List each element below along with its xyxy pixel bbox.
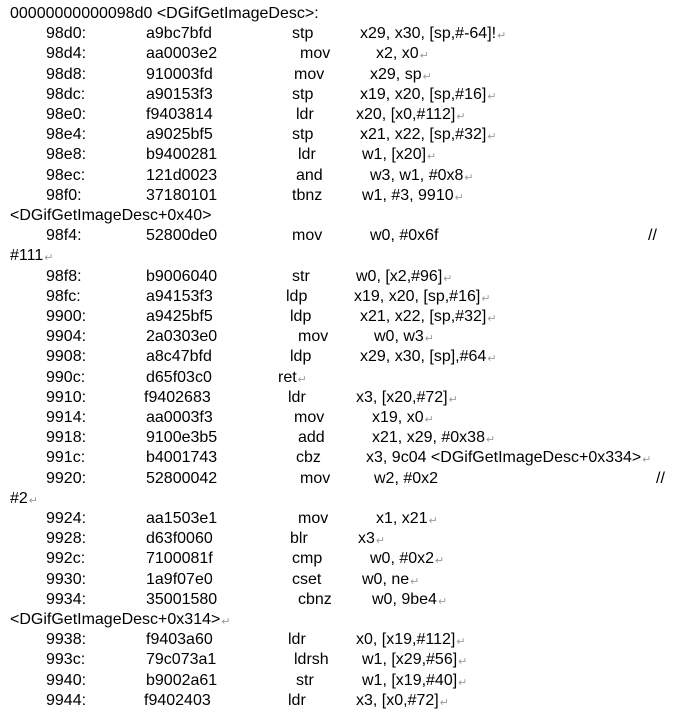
instruction-address: 9908:	[46, 348, 87, 366]
instruction-hex: 121d0023	[146, 166, 218, 184]
label-text: 00000000000098d0 <DGifGetImageDesc>:	[10, 5, 319, 22]
instruction-hex: f9402403	[144, 691, 211, 709]
paragraph-mark-icon: ↵	[419, 50, 429, 63]
instruction-address: 9924:	[46, 510, 87, 527]
instruction-hex: a9025bf5	[146, 126, 213, 144]
instruction-line	[0, 570, 700, 590]
paragraph-mark-icon: ↵	[427, 151, 437, 164]
paragraph-mark-icon: ↵	[487, 90, 497, 103]
instruction-mnemonic: stp	[292, 126, 314, 144]
instruction-hex: 7100081f	[146, 550, 213, 568]
instruction-line	[0, 347, 700, 367]
instruction-mnemonic: ldr	[288, 388, 306, 406]
instruction-hex: 37180101	[146, 186, 218, 204]
instruction-address: 991c:	[46, 449, 86, 467]
instruction-mnemonic: cbnz	[298, 590, 332, 608]
instruction-line	[0, 630, 700, 650]
instruction-hex: 52800de0	[146, 227, 218, 245]
instruction-operands: x21, x22, [sp,#32]↵	[360, 308, 497, 325]
instruction-operands: x3, 9c04 <DGifGetImageDesc+0x334>↵	[366, 449, 652, 467]
instruction-line	[0, 368, 700, 388]
instruction-mnemonic: ret↵	[278, 368, 307, 386]
instruction-mnemonic: ldp	[286, 287, 308, 305]
instruction-line	[0, 408, 700, 428]
instruction-mnemonic: ldp	[290, 348, 312, 366]
instruction-address: 98ec:	[46, 166, 86, 184]
instruction-hex: b9400281	[146, 146, 218, 164]
label-line	[0, 246, 700, 266]
instruction-mnemonic: ldr	[288, 691, 306, 709]
paragraph-mark-icon: ↵	[443, 272, 453, 285]
label-line	[0, 489, 700, 509]
instruction-operands: x2, x0↵	[376, 45, 429, 63]
instruction-address: 9910:	[46, 388, 87, 406]
instruction-mnemonic: ldp	[290, 308, 312, 325]
paragraph-mark-icon: ↵	[448, 393, 458, 406]
instruction-mnemonic: ldr	[298, 146, 316, 164]
instruction-mnemonic: mov	[294, 409, 325, 426]
instruction-hex: a9425bf5	[146, 308, 213, 325]
instruction-operands: x29, x30, [sp,#-64]!↵	[360, 25, 507, 43]
instruction-hex: d65f03c0	[146, 368, 212, 386]
paragraph-mark-icon: ↵	[422, 70, 432, 83]
instruction-mnemonic: mov	[294, 65, 325, 83]
instruction-mnemonic: mov	[298, 328, 329, 346]
paragraph-mark-icon: ↵	[375, 535, 386, 548]
instruction-hex: b4001743	[146, 449, 218, 467]
instruction-hex: d63f0060	[146, 530, 213, 548]
paragraph-mark-icon: ↵	[487, 353, 497, 366]
instruction-line	[0, 327, 700, 347]
instruction-operands: x3, [x20,#72]↵	[356, 388, 458, 406]
instruction-comment: //	[656, 469, 665, 487]
paragraph-mark-icon: ↵	[410, 575, 420, 588]
instruction-address: 98d4:	[46, 45, 87, 63]
instruction-operands: w1, [x20]↵	[362, 146, 437, 164]
instruction-line	[0, 166, 700, 186]
instruction-mnemonic: ldr	[288, 631, 306, 649]
instruction-mnemonic: mov	[298, 510, 329, 527]
instruction-line	[0, 388, 700, 408]
paragraph-mark-icon: ↵	[456, 636, 466, 649]
label-text: <DGifGetImageDesc+0x314>↵	[10, 611, 231, 628]
instruction-line	[0, 186, 700, 206]
instruction-operands: x29, x30, [sp],#64↵	[360, 348, 497, 366]
paragraph-mark-icon: ↵	[435, 555, 445, 568]
instruction-operands: w0, w3↵	[374, 328, 435, 346]
label-line	[0, 206, 700, 226]
label-text: #111↵	[10, 247, 54, 265]
paragraph-mark-icon: ↵	[485, 434, 496, 447]
paragraph-mark-icon: ↵	[424, 414, 434, 426]
instruction-hex: 35001580	[146, 590, 218, 608]
instruction-line	[0, 549, 700, 569]
instruction-mnemonic: stp	[292, 25, 314, 43]
instruction-hex: aa0003f3	[146, 409, 213, 426]
instruction-hex: f9403814	[146, 106, 213, 123]
instruction-mnemonic: stp	[292, 85, 314, 103]
instruction-operands: x3↵	[358, 530, 386, 548]
instruction-line	[0, 267, 700, 287]
paragraph-mark-icon: ↵	[458, 676, 468, 689]
instruction-operands: w3, w1, #0x8↵	[370, 166, 474, 184]
instruction-hex: 52800042	[146, 469, 218, 487]
paragraph-mark-icon: ↵	[424, 333, 435, 346]
instruction-line	[0, 428, 700, 448]
paragraph-mark-icon: ↵	[221, 616, 231, 628]
instruction-address: 992c:	[46, 550, 86, 568]
instruction-hex: a8c47bfd	[146, 348, 212, 366]
label-line	[0, 4, 700, 24]
instruction-address: 9940:	[46, 671, 87, 689]
instruction-address: 98d8:	[46, 65, 87, 83]
paragraph-mark-icon: ↵	[497, 30, 507, 43]
instruction-address: 98e0:	[46, 106, 87, 123]
paragraph-mark-icon: ↵	[297, 373, 307, 386]
instruction-address: 98dc:	[46, 85, 86, 103]
instruction-hex: f9403a60	[146, 631, 213, 649]
instruction-operands: x20, [x0,#112]↵	[356, 106, 466, 123]
instruction-operands: x1, x21↵	[376, 510, 438, 527]
instruction-operands: w0, ne↵	[362, 570, 420, 588]
instruction-hex: f9402683	[144, 388, 211, 406]
instruction-line	[0, 691, 700, 711]
instruction-hex: b9006040	[146, 267, 218, 285]
instruction-address: 98f8:	[46, 267, 82, 285]
instruction-hex: 2a0303e0	[146, 328, 218, 346]
instruction-address: 9930:	[46, 570, 87, 588]
instruction-operands: w0, #0x2↵	[370, 550, 445, 568]
instruction-mnemonic: add	[298, 429, 325, 447]
instruction-operands: x19, x0↵	[372, 409, 434, 426]
instruction-operands: x19, x20, [sp,#16]↵	[360, 85, 497, 103]
instruction-address: 98f0:	[46, 186, 82, 204]
instruction-address: 9944:	[46, 691, 87, 709]
instruction-address: 98f4:	[46, 227, 82, 245]
instruction-mnemonic: str	[292, 267, 310, 285]
label-text: #2↵	[10, 489, 39, 507]
paragraph-mark-icon: ↵	[44, 252, 54, 265]
instruction-hex: 79c073a1	[146, 651, 217, 669]
instruction-line	[0, 509, 700, 529]
instruction-mnemonic: cset	[292, 570, 322, 588]
instruction-hex: 1a9f07e0	[146, 570, 213, 588]
instruction-mnemonic: str	[296, 671, 314, 689]
instruction-mnemonic: tbnz	[292, 186, 323, 204]
instruction-address: 9934:	[46, 590, 87, 608]
instruction-line	[0, 125, 700, 145]
instruction-mnemonic: and	[296, 166, 323, 184]
instruction-line	[0, 529, 700, 549]
instruction-operands: w2, #0x2	[374, 469, 439, 487]
instruction-line	[0, 671, 700, 691]
paragraph-mark-icon: ↵	[437, 595, 448, 608]
instruction-line	[0, 44, 700, 64]
instruction-operands: w1, #3, 9910↵	[362, 186, 464, 204]
instruction-hex: a9bc7bfd	[146, 25, 212, 43]
paragraph-mark-icon: ↵	[464, 171, 474, 184]
label-text: <DGifGetImageDesc+0x40>	[10, 207, 212, 224]
paragraph-mark-icon: ↵	[487, 313, 497, 325]
instruction-hex: 9100e3b5	[146, 429, 218, 447]
instruction-address: 9904:	[46, 328, 87, 346]
instruction-line	[0, 448, 700, 468]
instruction-line	[0, 105, 700, 125]
paragraph-mark-icon: ↵	[439, 696, 449, 709]
instruction-operands: x21, x22, [sp,#32]↵	[360, 126, 497, 144]
instruction-mnemonic: mov	[300, 469, 331, 487]
instruction-operands: x21, x29, #0x38↵	[372, 429, 496, 447]
instruction-address: 993c:	[46, 651, 86, 669]
instruction-line	[0, 145, 700, 165]
instruction-mnemonic: ldrsh	[294, 651, 329, 669]
instruction-address: 98e4:	[46, 126, 87, 144]
instruction-operands: x29, sp↵	[370, 65, 432, 83]
instruction-hex: a90153f3	[146, 85, 213, 103]
instruction-operands: x3, [x0,#72]↵	[356, 691, 449, 709]
instruction-address: 98d0:	[46, 25, 87, 43]
instruction-line	[0, 226, 700, 246]
label-line	[0, 610, 700, 630]
instruction-hex: 910003fd	[146, 65, 213, 83]
paragraph-mark-icon: ↵	[456, 111, 466, 123]
instruction-address: 98e8:	[46, 146, 87, 164]
instruction-line	[0, 24, 700, 44]
instruction-address: 9938:	[46, 631, 87, 649]
instruction-operands: w0, [x2,#96]↵	[356, 267, 453, 285]
instruction-operands: w1, [x29,#56]↵	[362, 651, 468, 669]
instruction-address: 9914:	[46, 409, 87, 426]
instruction-hex: b9002a61	[146, 671, 218, 689]
instruction-mnemonic: mov	[292, 227, 323, 245]
instruction-line	[0, 287, 700, 307]
instruction-mnemonic: cbz	[296, 449, 321, 467]
instruction-mnemonic: cmp	[292, 550, 323, 568]
instruction-operands: w0, 9be4↵	[372, 590, 448, 608]
instruction-operands: x19, x20, [sp,#16]↵	[354, 287, 491, 305]
instruction-hex: aa0003e2	[146, 45, 218, 63]
instruction-operands: x0, [x19,#112]↵	[356, 631, 466, 649]
instruction-address: 9900:	[46, 308, 87, 325]
instruction-hex: a94153f3	[146, 287, 213, 305]
instruction-line	[0, 590, 700, 610]
paragraph-mark-icon: ↵	[428, 515, 438, 527]
instruction-hex: aa1503e1	[146, 510, 218, 527]
paragraph-mark-icon: ↵	[481, 292, 491, 305]
paragraph-mark-icon: ↵	[642, 454, 652, 467]
instruction-comment: //	[648, 227, 657, 245]
instruction-line	[0, 469, 700, 489]
instruction-address: 990c:	[46, 368, 86, 386]
instruction-mnemonic: ldr	[296, 106, 314, 123]
instruction-operands: w0, #0x6f	[370, 227, 439, 245]
instruction-address: 9920:	[46, 469, 87, 487]
instruction-line	[0, 65, 700, 85]
paragraph-mark-icon: ↵	[487, 131, 497, 144]
instruction-mnemonic: blr	[290, 530, 308, 548]
instruction-line	[0, 307, 700, 327]
paragraph-mark-icon: ↵	[458, 656, 468, 669]
instruction-line	[0, 85, 700, 105]
paragraph-mark-icon: ↵	[454, 191, 464, 204]
instruction-operands: w1, [x19,#40]↵	[362, 671, 468, 689]
instruction-address: 98fc:	[46, 287, 81, 305]
instruction-line	[0, 650, 700, 670]
instruction-address: 9918:	[46, 429, 87, 447]
instruction-mnemonic: mov	[300, 45, 331, 63]
paragraph-mark-icon: ↵	[28, 494, 39, 507]
instruction-address: 9928:	[46, 530, 87, 548]
